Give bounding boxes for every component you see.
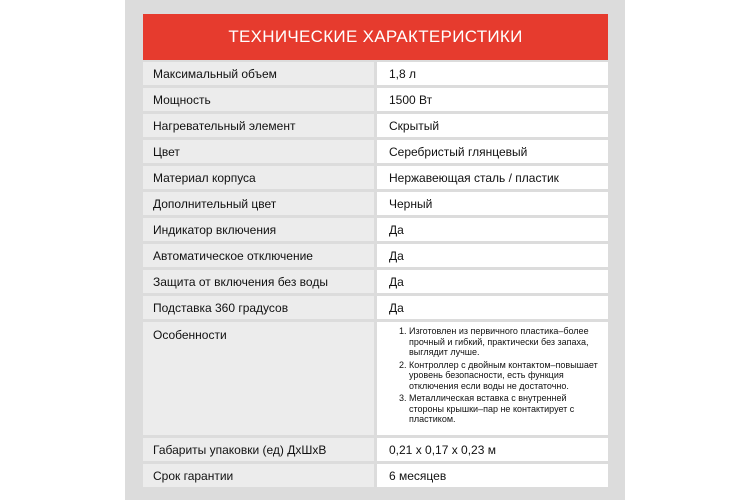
spec-row-360-base: [143, 296, 608, 319]
spec-row-power-indicator: [143, 218, 608, 241]
features-list: [387, 326, 598, 427]
list-item: 3. Металлическая вставка с внутренней стороны крышки–пар не контактирует с пластиком.: [409, 393, 598, 425]
spec-row-package-dimensions: [143, 438, 608, 461]
spec-row-dry-protection: [143, 270, 608, 293]
spec-value: 1500 Вт: [377, 88, 608, 111]
spec-row-warranty: [143, 464, 608, 487]
spec-label: Мощность: [143, 88, 374, 111]
spec-label: Габариты упаковки (ед) ДхШхВ: [143, 438, 374, 461]
spec-value: 6 месяцев: [377, 464, 608, 487]
spec-row-auto-off: [143, 244, 608, 267]
spec-value: Черный: [377, 192, 608, 215]
list-item: 2. Контроллер с двойным контактом–повышает уровень безопасности, есть функция отключения если воды не достаточно.: [409, 360, 598, 392]
spec-row-heating-element: [143, 114, 608, 137]
spec-label: Срок гарантии: [143, 464, 374, 487]
spec-row-body-material: [143, 166, 608, 189]
list-item: 1. Изготовлен из первичного пластика–более прочный и гибкий, практически без запаха, выглядит лучше.: [409, 326, 598, 358]
spec-row-extra-color: [143, 192, 608, 215]
spec-value: Скрытый: [377, 114, 608, 137]
spec-value: Да: [377, 218, 608, 241]
spec-value: [377, 322, 608, 435]
spec-value: Да: [377, 244, 608, 267]
page-title: ТЕХНИЧЕСКИЕ ХАРАКТЕРИСТИКИ: [228, 27, 523, 46]
spec-label: Материал корпуса: [143, 166, 374, 189]
spec-label: Нагревательный элемент: [143, 114, 374, 137]
spec-row-color: [143, 140, 608, 163]
spec-label: Подставка 360 градусов: [143, 296, 374, 319]
spec-label: Максимальный объем: [143, 62, 374, 85]
spec-row-max-volume: [143, 62, 608, 85]
spec-table: [143, 62, 608, 490]
spec-label: Индикатор включения: [143, 218, 374, 241]
spec-label: Особенности: [143, 322, 374, 435]
spec-label: Цвет: [143, 140, 374, 163]
spec-value: Да: [377, 270, 608, 293]
spec-label: Дополнительный цвет: [143, 192, 374, 215]
spec-label: Защита от включения без воды: [143, 270, 374, 293]
spec-value: Нержавеющая сталь / пластик: [377, 166, 608, 189]
spec-value: 0,21 x 0,17 x 0,23 м: [377, 438, 608, 461]
spec-header: [143, 14, 608, 60]
spec-value: Да: [377, 296, 608, 319]
spec-label: Автоматическое отключение: [143, 244, 374, 267]
spec-row-power: [143, 88, 608, 111]
spec-row-features: [143, 322, 608, 435]
spec-value: 1,8 л: [377, 62, 608, 85]
spec-value: Серебристый глянцевый: [377, 140, 608, 163]
